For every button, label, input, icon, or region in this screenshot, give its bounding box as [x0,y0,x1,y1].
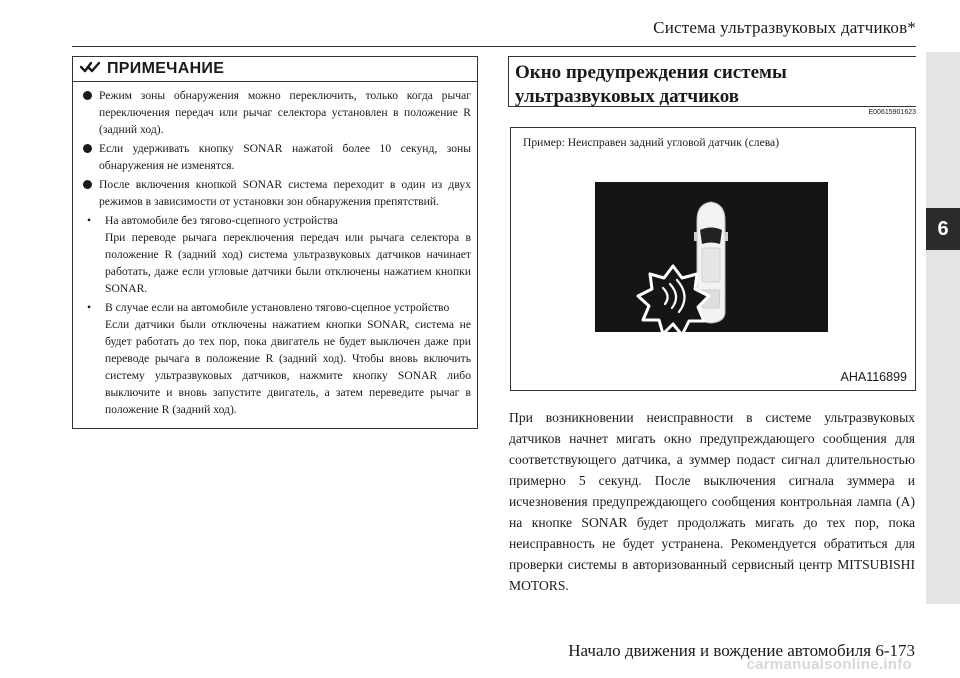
section-title-line1: Окно предупреждения системы [515,62,787,83]
sub-item-title: На автомобиле без тягово-сцепного устройства [105,214,338,227]
note-bullet-text: Режим зоны обнаружения можно переключить, только когда рычаг переключения передач или рычаг селектора установлен в положение R (задний ход). [99,89,471,136]
section-title [508,56,916,106]
chapter-tab: 6 [926,208,960,250]
sub-item-text: При переводе рычага переключения передач или рычага селектора в положение R (задний ход) система ультразвуковых датчиков начинает работать, даже если угловые датчики были отключены нажатием кнопки SONAR. [105,231,471,295]
note-box [72,56,478,429]
note-bullet-text: После включения кнопкой SONAR система переходит в один из двух режимов в зависимости от установки зон обнаружения препятствий. [99,178,471,208]
checkmark-icon [79,60,107,79]
note-bullet [83,140,471,174]
sub-item-title: В случае если на автомобиле установлено тягово-сцепное устройство [105,301,450,314]
section-code: E00615901623 [868,109,916,116]
page-header-title: Система ультразвуковых датчиков* [653,18,916,37]
bullet-dot-icon [83,87,99,138]
figure-box [510,127,916,391]
page-footer-title: Начало движения и вождение автомобиля 6-173 [568,641,915,660]
bullet-dot-icon [83,176,99,210]
note-bullet [83,176,471,210]
note-sub-item [83,299,471,418]
sub-item-marker: • [87,301,92,314]
figure-caption: Пример: Неисправен задний угловой датчик (слева) [523,136,780,149]
note-bullet [83,87,471,138]
section-title-line2: ультразвуковых датчиков [515,86,740,107]
sub-item-marker: • [87,214,92,227]
side-tab [926,52,960,604]
note-heading [73,57,477,82]
warning-display-screen [595,182,828,332]
section-rule [508,106,916,107]
note-heading-label: ПРИМЕЧАНИЕ [107,60,225,77]
watermark: carmanualsonline.info [746,656,912,673]
sub-item-content [105,299,471,418]
vehicle-sensor-warning-illustration [595,182,828,332]
figure-code: AHA116899 [840,370,907,384]
note-body [73,82,477,418]
sub-item-text: Если датчики были отключены нажатием кнопки SONAR, система не будет работать до тех пор, пока двигатель не будет выключен даже при переводе рычага в положение R (задний ход). Чтобы вновь включить систему ультразвуковых датчиков, нажмите кнопку SONAR либо выключите и вновь запустите двигатель, а затем переведите рычаг в положение R (задний ход). [105,318,471,416]
note-sub-item [83,212,471,297]
note-bullet-text: Если удерживать кнопку SONAR нажатой более 10 секунд, зоны обнаружения не изменятся. [99,142,471,172]
bullet-dot-icon [83,140,99,174]
header-rule [72,46,916,47]
body-paragraph: При возникновении неисправности в системе ультразвуковых датчиков начнет мигать окно предупреждающего сообщения для соответствующего датчика, а зуммер подаст сигнал длительностью примерно 5 секунд. После выключения сигнала зуммера и исчезновения предупреждающего сообщения контрольная лампа (A) на кнопке SONAR будет продолжать мигать до тех пор, пока неисправность не будет устранена. Рекомендуется обратиться для проверки системы в авторизованный сервисный центр MITSUBISHI MOTORS. [509,410,915,593]
sub-item-content [105,212,471,297]
